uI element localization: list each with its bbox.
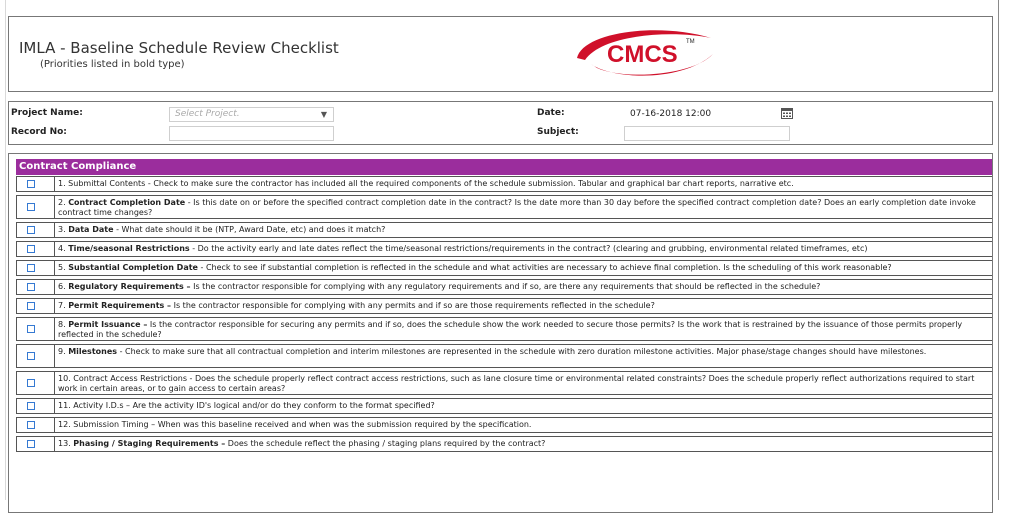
subject-input[interactable]	[624, 126, 790, 141]
checkbox[interactable]	[27, 402, 35, 410]
checklist-item-text: 3. Data Date - What date should it be (NTP, Award Date, etc) and does it match?	[58, 225, 386, 234]
checklist-row	[16, 176, 993, 192]
checklist-item-text: 13. Phasing / Staging Requirements – Does the schedule reflect the phasing / staging plans required by the contract?	[58, 439, 546, 448]
checkbox[interactable]	[27, 226, 35, 234]
checkbox[interactable]	[27, 203, 35, 211]
checkbox[interactable]	[27, 245, 35, 253]
checklist-item-text: 1. Submittal Contents - Check to make sure the contractor has included all the required components of the schedule submission. Tabular and graphical bar chart reports, narrative etc.	[58, 179, 794, 188]
checkbox[interactable]	[27, 421, 35, 429]
project-select-placeholder: Select Project.	[175, 109, 240, 119]
project-name-label: Project Name:	[11, 108, 83, 118]
checklist-row	[16, 371, 993, 395]
checklist-item-text: 10. Contract Access Restrictions - Does the schedule properly reflect contract access restrictions, such as lane closure time or environmental related constraints? Does the schedule properly reflect authorizations required to start work in certain areas, or to gain access to certain areas?	[58, 374, 975, 393]
checkbox[interactable]	[27, 302, 35, 310]
page-title: IMLA - Baseline Schedule Review Checklist	[19, 39, 339, 57]
project-select[interactable]	[169, 107, 334, 122]
header-panel	[8, 16, 993, 92]
checklist-item-text: 6. Regulatory Requirements – Is the contractor responsible for complying with any regulatory requirements and if so, are there any requirements that should be reflected in the schedule?	[58, 282, 821, 291]
chevron-down-icon[interactable]: ▼	[320, 110, 327, 119]
section-header-contract-compliance: Contract Compliance	[16, 159, 993, 175]
checklist-item-text: 11. Activity I.D.s – Are the activity ID's logical and/or do they conform to the format specified?	[58, 401, 435, 410]
checklist-item-text: 4. Time/seasonal Restrictions - Do the activity early and late dates reflect the time/seasonal restrictions/requirements in the contract? (clearing and grubbing, environmental related timeframes, etc)	[58, 244, 868, 253]
checklist-row	[16, 241, 993, 257]
window-left-edge	[5, 0, 6, 500]
checklist-row	[16, 398, 993, 414]
logo-text: CMCS	[607, 41, 678, 68]
checklist-row	[16, 436, 993, 452]
checklist-row	[16, 417, 993, 433]
page-subtitle: (Priorities listed in bold type)	[40, 59, 185, 70]
checklist-item-text: 9. Milestones - Check to make sure that all contractual completion and interim milestones are represented in the schedule with zero duration milestone activities. Major phase/stage changes should have milestones.	[58, 347, 927, 356]
checkbox[interactable]	[27, 440, 35, 448]
checklist-item-text: 7. Permit Requirements – Is the contractor responsible for complying with any permits and if so are those requirements reflected in the schedule?	[58, 301, 655, 310]
record-no-input[interactable]	[169, 126, 334, 141]
checkbox[interactable]	[27, 180, 35, 188]
record-no-label: Record No:	[11, 127, 67, 137]
checklist-row	[16, 279, 993, 295]
checklist-item-text: 2. Contract Completion Date - Is this date on or before the specified contract completion date in the contract? Is the date more than 30 day before the specified contract completion date? Does an early completion date invoke contract time changes?	[58, 198, 976, 217]
date-input[interactable]: 07-16-2018 12:00	[624, 107, 774, 122]
checkbox[interactable]	[27, 264, 35, 272]
logo-trademark: TM	[686, 39, 695, 45]
calendar-icon[interactable]	[781, 107, 793, 119]
subject-label: Subject:	[537, 127, 579, 137]
checklist-row	[16, 344, 993, 368]
cmcs-logo	[563, 24, 723, 84]
checkbox[interactable]	[27, 352, 35, 360]
project-form	[8, 101, 993, 145]
date-label: Date:	[537, 108, 565, 118]
window-right-edge	[998, 0, 999, 500]
checklist-panel	[8, 153, 993, 513]
checklist-item-text: 12. Submission Timing – When was this baseline received and when was the submission required by the specification.	[58, 420, 532, 429]
checklist-row	[16, 260, 993, 276]
checkbox[interactable]	[27, 325, 35, 333]
checklist-row	[16, 222, 993, 238]
checklist-item-text: 8. Permit Issuance – Is the contractor responsible for securing any permits and if so, does the schedule show the work needed to secure those permits? Is the work that is restrained by the issuance of those permits properly reflected in the schedule?	[58, 320, 963, 339]
checklist-item-text: 5. Substantial Completion Date - Check to see if substantial completion is reflected in the schedule and what activities are necessary to achieve final completion. Is the scheduling of this work reasonable?	[58, 263, 892, 272]
checklist-row	[16, 298, 993, 314]
checklist-rows	[16, 176, 993, 455]
checklist-row	[16, 195, 993, 219]
checkbox[interactable]	[27, 283, 35, 291]
checklist-row	[16, 317, 993, 341]
checkbox[interactable]	[27, 379, 35, 387]
